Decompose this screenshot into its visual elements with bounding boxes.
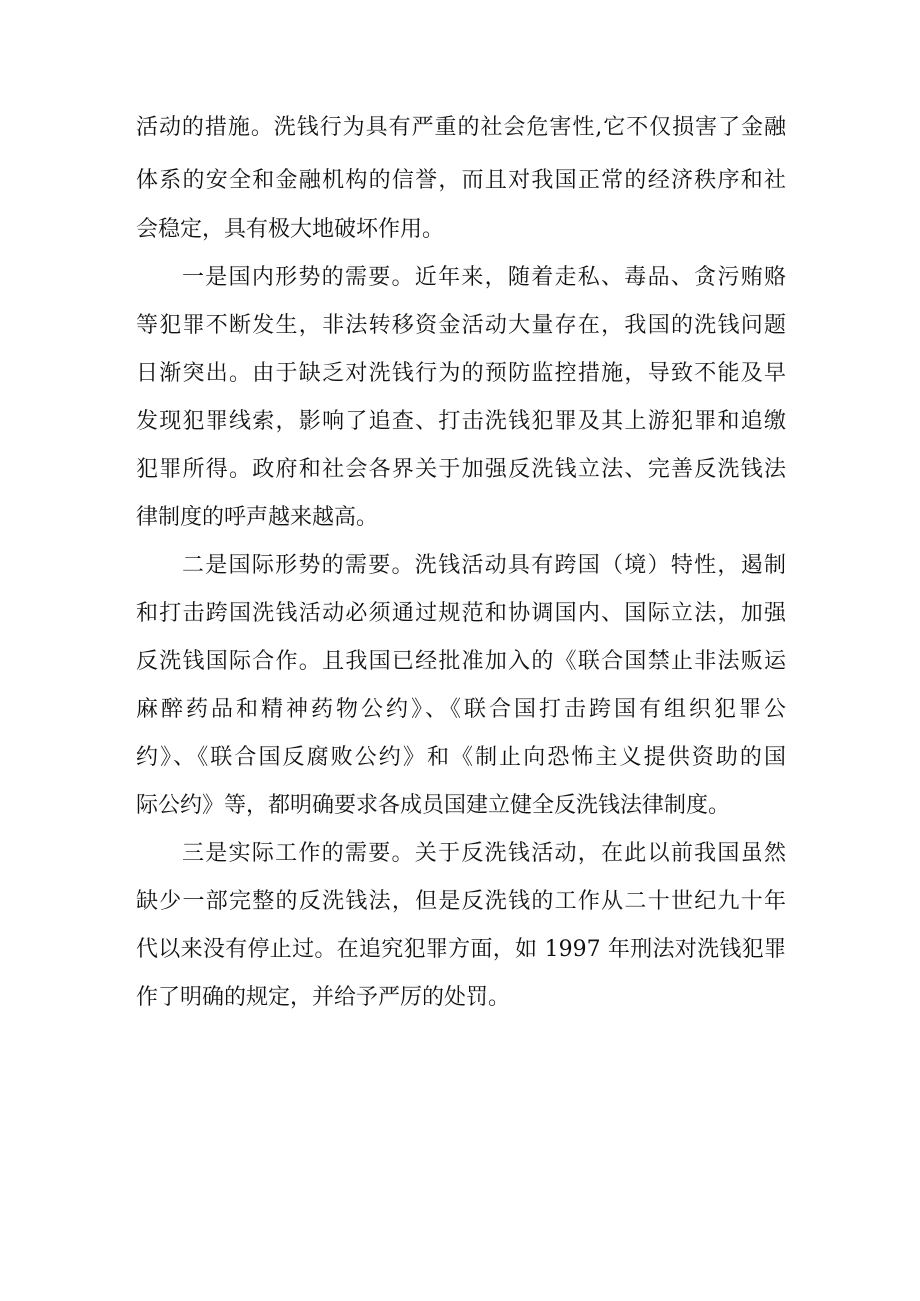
text-line: 际公约》等，都明确要求各成员国建立健全反洗钱法律制度。 (136, 793, 731, 818)
text-line: 会稳定，具有极大地破坏作用。 (136, 217, 445, 242)
text-line: 代以来没有停止过。在追究犯罪方面，如 1997 年刑法对洗钱犯罪 (136, 937, 786, 962)
text-line: 作了明确的规定，并给予严厉的处罚。 (136, 985, 511, 1010)
text-line: 活动的措施。洗钱行为具有严重的社会危害性,它不仅损害了金融 (136, 115, 786, 140)
text-line: 麻醉药品和精神药物公约》、《联合国打击跨国有组织犯罪公 (136, 697, 786, 722)
text-line: 日渐突出。由于缺乏对洗钱行为的预防监控措施，导致不能及早 (136, 361, 786, 386)
text-line: 犯罪所得。政府和社会各界关于加强反洗钱立法、完善反洗钱法 (136, 457, 786, 482)
text-line: 反洗钱国际合作。且我国已经批准加入的《联合国禁止非法贩运 (136, 649, 786, 674)
text-line: 等犯罪不断发生，非法转移资金活动大量存在，我国的洗钱问题 (136, 313, 786, 338)
paragraph-start-line: 三是实际工作的需要。关于反洗钱活动，在此以前我国虽然 (182, 841, 786, 866)
paragraph-start-line: 一是国内形势的需要。近年来，随着走私、毒品、贪污贿赂 (182, 265, 786, 290)
text-line: 和打击跨国洗钱活动必须通过规范和协调国内、国际立法，加强 (136, 601, 786, 626)
text-line: 发现犯罪线索，影响了追查、打击洗钱犯罪及其上游犯罪和追缴 (136, 409, 786, 434)
text-line: 约》、《联合国反腐败公约》和《制止向恐怖主义提供资助的国 (136, 745, 786, 770)
text-line: 缺少一部完整的反洗钱法，但是反洗钱的工作从二十世纪九十年 (136, 889, 786, 914)
text-line: 律制度的呼声越来越高。 (136, 505, 379, 530)
paragraph-start-line: 二是国际形势的需要。洗钱活动具有跨国（境）特性，遏制 (182, 553, 786, 578)
text-line: 体系的安全和金融机构的信誉，而且对我国正常的经济秩序和社 (136, 168, 786, 193)
